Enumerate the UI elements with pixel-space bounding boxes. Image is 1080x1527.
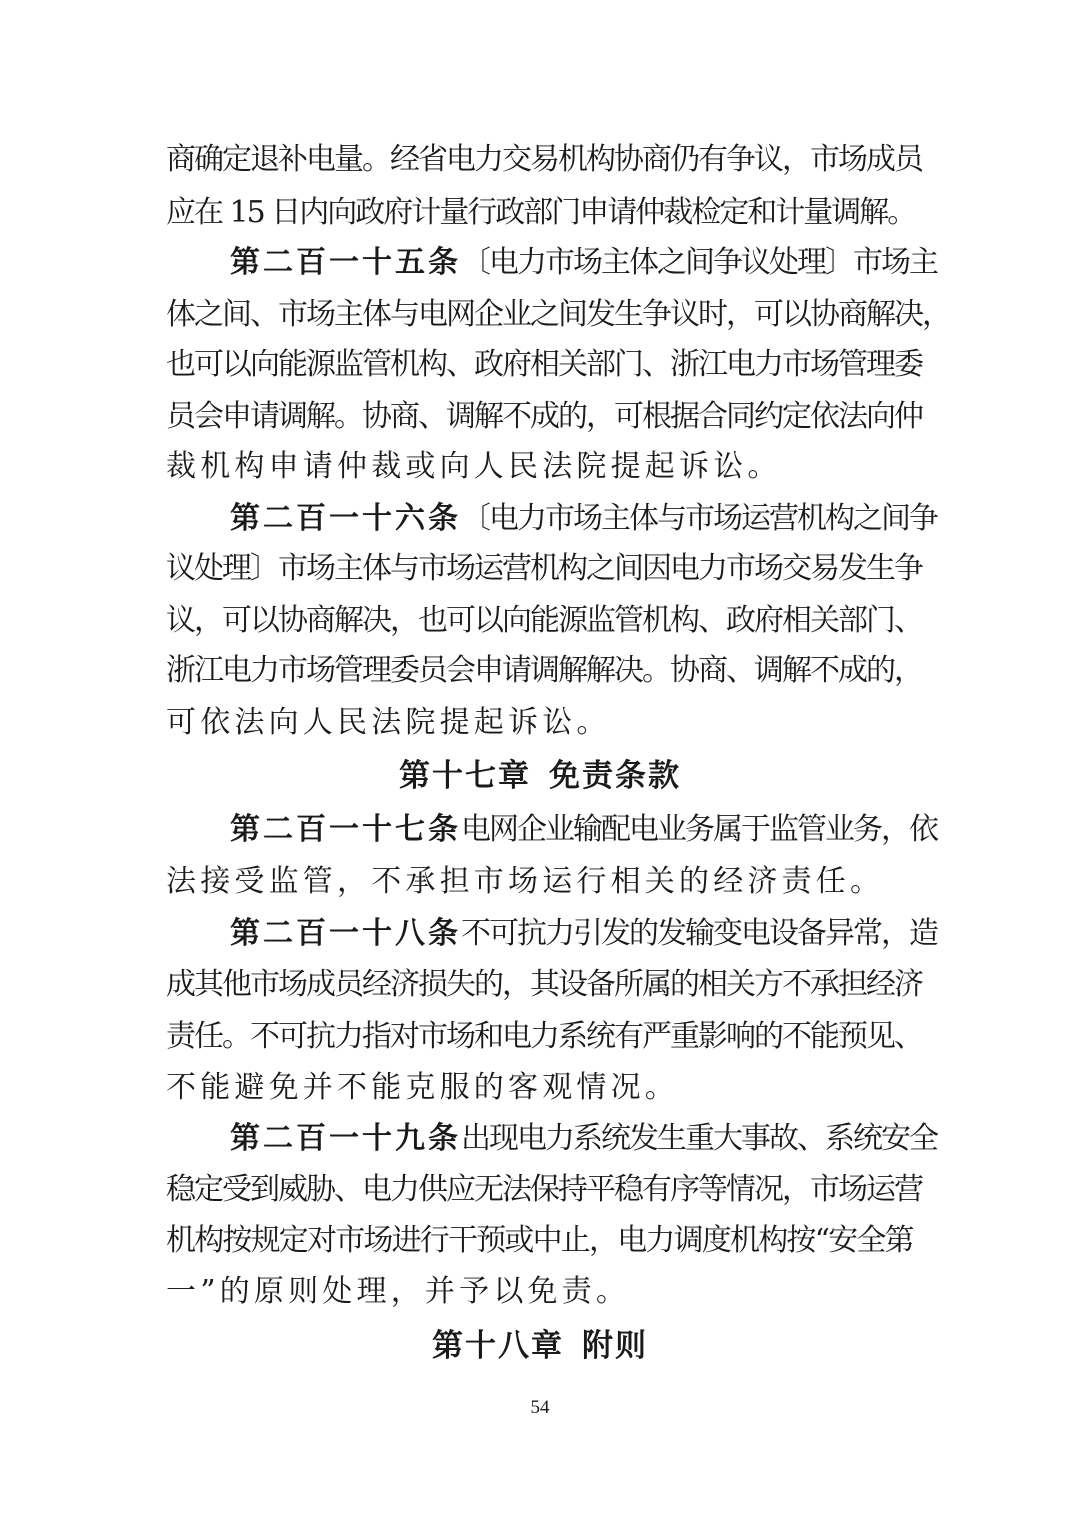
- line-text: 成其他市场成员经济损失的，其设备所属的相关方不承担经济: [166, 967, 922, 1002]
- line-text: 也可以向能源监管机构、政府相关部门、浙江电力市场管理委: [166, 347, 922, 382]
- line-text: 裁机构申请仲裁或向人民法院提起诉讼。: [166, 449, 782, 484]
- article-218-first-line: [230, 914, 937, 954]
- text-line: [166, 295, 950, 335]
- line-text: 机构按规定对市场进行干预或中止，电力调度机构按“安全第: [166, 1223, 913, 1258]
- article-216-first-line: [230, 499, 937, 539]
- text-line: [166, 1170, 922, 1210]
- line-text: 责任。不可抗力指对市场和电力系统有严重影响的不能预见、: [166, 1019, 922, 1054]
- chapter-number: 第十八章: [432, 1328, 564, 1364]
- article-217-first-line: [230, 810, 937, 850]
- text-line: [166, 703, 916, 743]
- line-text: 浙江电力市场管理委员会申请调解解决。协商、调解不成的，: [166, 653, 922, 688]
- text-line: [166, 1272, 916, 1312]
- text-line: [166, 447, 916, 487]
- line-text: 可依法向人民法院提起诉讼。: [166, 705, 611, 740]
- text-line: [166, 193, 916, 233]
- line-text: 〔电力市场主体与市场运营机构之间争: [461, 501, 937, 536]
- text-line: [166, 965, 922, 1005]
- line-text: 不能避免并不能克服的客观情况。: [166, 1070, 679, 1105]
- line-text: 〔电力市场主体之间争议处理〕市场主: [461, 245, 937, 280]
- line-text: 一”的原则处理，并予以免责。: [166, 1274, 631, 1309]
- text-line: [166, 862, 916, 902]
- article-219-first-line: [230, 1119, 937, 1159]
- text-line: [166, 651, 922, 691]
- text-line: [166, 397, 922, 437]
- chapter-number: 第十七章: [399, 758, 531, 794]
- text-line: [166, 549, 922, 589]
- line-text: 员会申请调解。协商、调解不成的，可根据合同约定依法向仲: [166, 399, 922, 434]
- line-text: 应在 15 日内向政府计量行政部门申请仲裁检定和计量调解。: [166, 195, 916, 230]
- line-text: 议，可以协商解决，也可以向能源监管机构、政府相关部门、: [166, 603, 922, 638]
- line-text: 议处理〕市场主体与市场运营机构之间因电力市场交易发生争: [166, 551, 922, 586]
- line-text: 稳定受到威胁、电力供应无法保持平稳有序等情况，市场运营: [166, 1172, 922, 1207]
- line-text: 电网企业输配电业务属于监管业务，依: [461, 812, 937, 847]
- line-text: 法接受监管，不承担市场运行相关的经济责任。: [166, 864, 885, 899]
- article-label: 第二百一十八条: [230, 916, 461, 951]
- article-label: 第二百一十五条: [230, 245, 461, 280]
- text-line: [166, 1068, 916, 1108]
- line-text: 商确定退补电量。经省电力交易机构协商仍有争议，市场成员: [166, 142, 922, 177]
- text-line: [166, 1221, 916, 1261]
- line-text: 不可抗力引发的发输变电设备异常，造: [461, 916, 937, 951]
- article-label: 第二百一十七条: [230, 812, 461, 847]
- page-number: 54: [530, 1397, 550, 1418]
- chapter-17-heading: [0, 756, 1080, 796]
- line-text: 出现电力系统发生重大事故、系统安全: [461, 1121, 937, 1156]
- article-label: 第二百一十九条: [230, 1121, 461, 1156]
- chapter-18-heading: [0, 1326, 1080, 1366]
- text-line: [166, 601, 922, 641]
- article-label: 第二百一十六条: [230, 501, 461, 536]
- text-line: [166, 345, 922, 385]
- line-text: 体之间、市场主体与电网企业之间发生争议时，可以协商解决，: [166, 297, 950, 332]
- chapter-title: 免责条款: [549, 758, 681, 794]
- text-line: [166, 1017, 922, 1057]
- chapter-title: 附则: [582, 1328, 648, 1364]
- text-line: [166, 140, 922, 180]
- article-215-first-line: [230, 243, 937, 283]
